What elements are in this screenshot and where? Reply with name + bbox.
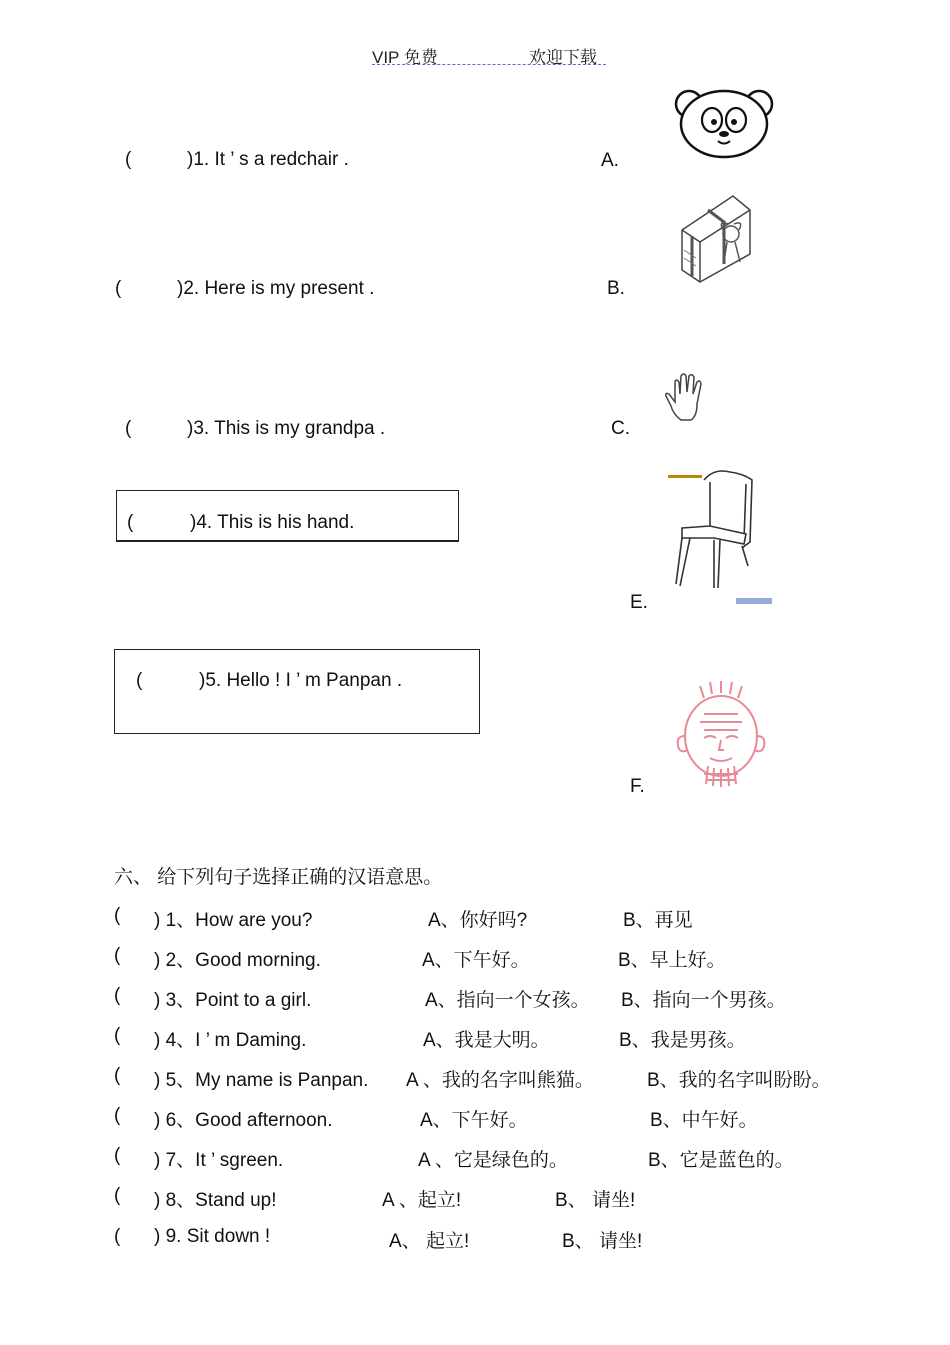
question-1-text: )1. It ’ s a redchair . [187, 149, 349, 170]
list-item [114, 985, 874, 1011]
question-4-paren: ( [127, 512, 134, 533]
option-f-letter: F. [630, 776, 645, 797]
option-b-letter: B. [607, 278, 625, 299]
list-item [114, 1226, 874, 1252]
option-a: A、 起立! [389, 1231, 470, 1252]
sentence: ) 3、Point to a girl. [154, 990, 312, 1011]
grandpa-face-icon [674, 680, 768, 788]
gift-box-icon [678, 190, 760, 284]
option-a-letter: A. [601, 150, 619, 171]
list-item [114, 1105, 874, 1131]
option-b: B、中午好。 [650, 1110, 758, 1131]
option-b: B、 请坐! [555, 1190, 636, 1211]
option-b: B、 请坐! [562, 1231, 643, 1252]
chair-icon [664, 468, 776, 610]
option-a: A、指向一个女孩。 [425, 990, 590, 1011]
list-item [114, 1185, 874, 1211]
sentence: ) 4、I ’ m Daming. [154, 1030, 307, 1051]
option-c-letter: C. [611, 418, 630, 439]
list-item [114, 1025, 874, 1051]
option-a: A 、它是绿色的。 [418, 1150, 568, 1171]
question-2-text: )2. Here is my present . [177, 278, 375, 299]
option-a: A、我是大明。 [423, 1030, 550, 1051]
sentence: ) 1、How are you? [154, 910, 313, 931]
section-6-title: 六、 给下列句子选择正确的汉语意思。 [114, 867, 443, 888]
list-item [114, 1145, 874, 1171]
sentence: ) 9. Sit down ! [154, 1226, 271, 1247]
question-4-text: )4. This is his hand. [190, 512, 355, 533]
option-a: A、下午好。 [420, 1110, 528, 1131]
answer-paren: ( [114, 1145, 121, 1166]
option-b: B、我的名字叫盼盼。 [647, 1070, 831, 1091]
header-underline [372, 64, 606, 65]
header-right: 欢迎下载 [529, 48, 597, 67]
answer-paren: ( [114, 1105, 121, 1126]
list-item [114, 1065, 874, 1091]
sentence: ) 2、Good morning. [154, 950, 321, 971]
answer-paren: ( [114, 1185, 121, 1206]
sentence: ) 8、Stand up! [154, 1190, 277, 1211]
option-a: A 、我的名字叫熊猫。 [406, 1070, 594, 1091]
option-b: B、它是蓝色的。 [648, 1150, 794, 1171]
option-e-letter: E. [630, 592, 648, 613]
question-3-paren: ( [125, 418, 132, 439]
question-5-paren: ( [136, 670, 143, 691]
option-a: A、下午好。 [422, 950, 530, 971]
option-b: B、早上好。 [618, 950, 726, 971]
sentence: ) 7、It ’ sgreen. [154, 1150, 284, 1171]
header-left: VIP 免费 [372, 48, 438, 67]
question-2-paren: ( [115, 278, 122, 299]
question-5-text: )5. Hello ! I ’ m Panpan . [199, 670, 403, 691]
answer-paren: ( [114, 985, 121, 1006]
list-item [114, 905, 874, 931]
panda-face-icon [674, 84, 774, 160]
answer-paren: ( [114, 1065, 121, 1086]
list-item [114, 945, 874, 971]
question-1-paren: ( [125, 149, 132, 170]
option-a: A、你好吗? [428, 910, 528, 931]
option-b: B、再见 [623, 910, 693, 931]
sentence: ) 6、Good afternoon. [154, 1110, 333, 1131]
hand-icon [663, 370, 713, 424]
answer-paren: ( [114, 905, 121, 926]
option-b: B、指向一个男孩。 [621, 990, 786, 1011]
answer-paren: ( [114, 945, 121, 966]
answer-paren: ( [114, 1226, 121, 1247]
sentence: ) 5、My name is Panpan. [154, 1070, 369, 1091]
option-a: A 、起立! [382, 1190, 462, 1211]
option-b: B、我是男孩。 [619, 1030, 746, 1051]
answer-paren: ( [114, 1025, 121, 1046]
question-3-text: )3. This is my grandpa . [187, 418, 386, 439]
